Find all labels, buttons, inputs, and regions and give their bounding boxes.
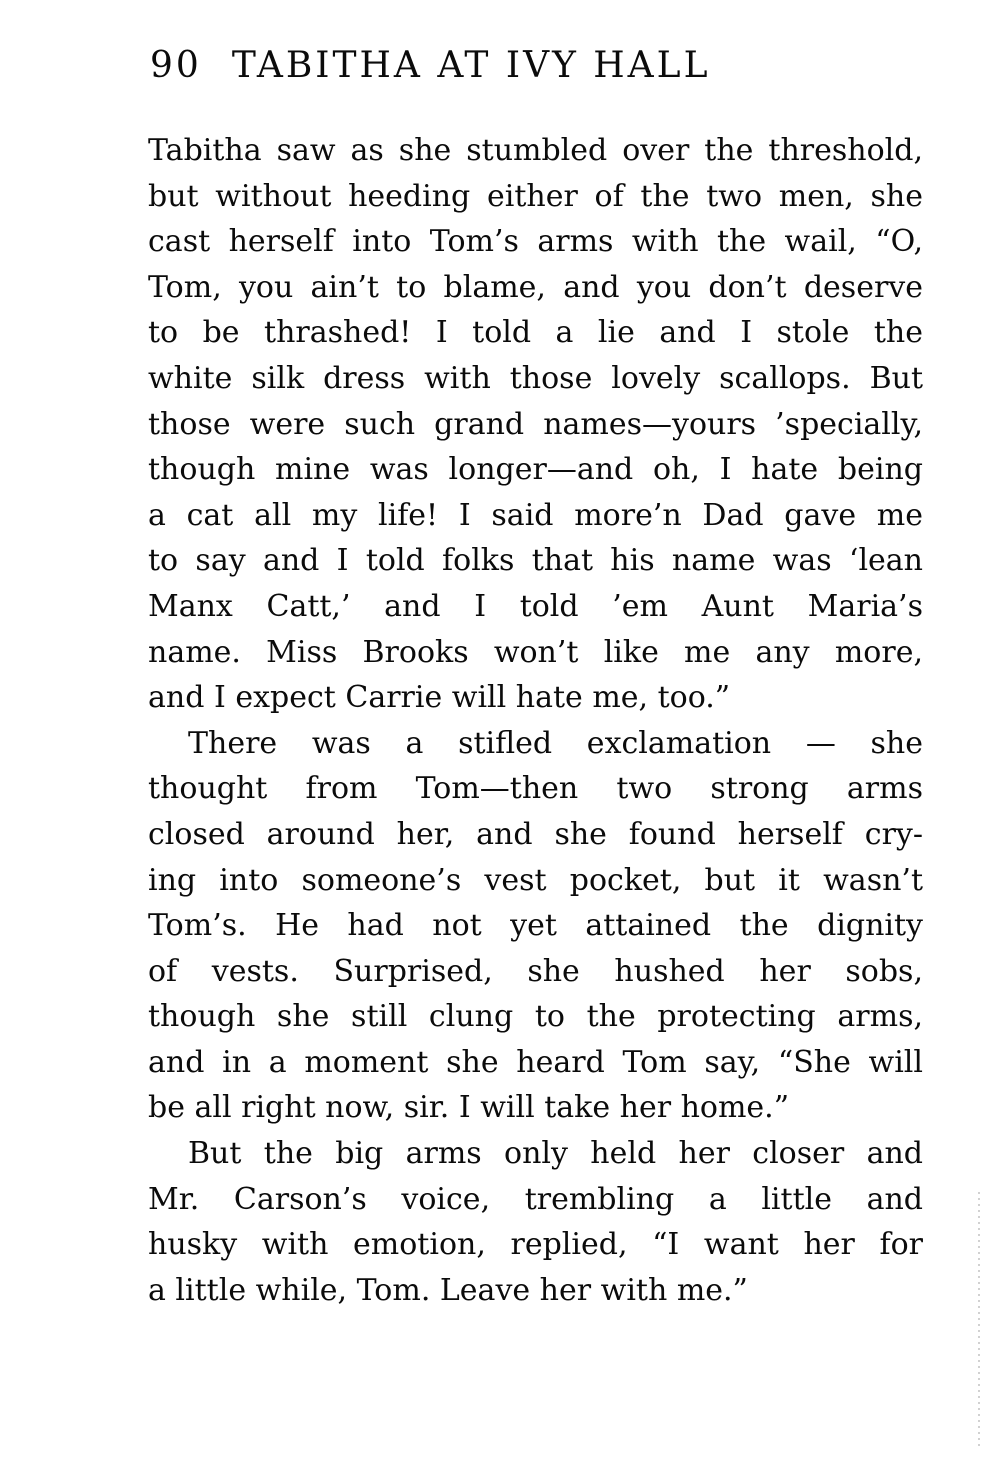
text-line: though mine was longer—and oh, I hate being: [148, 452, 923, 488]
text-line: thought from Tom—then two strong arms: [148, 771, 923, 807]
running-header: [150, 40, 830, 92]
text-line: There was a stifled exclamation — she: [188, 725, 923, 761]
text-line: ing into someone’s vest pocket, but it wasn’t: [148, 862, 923, 898]
page-number: 90: [150, 45, 202, 86]
text-line: Mr. Carson’s voice, trembling a little and: [148, 1181, 923, 1217]
scan-edge-dots: [978, 1190, 980, 1450]
text-line: a little while, Tom. Leave her with me.”: [148, 1272, 748, 1308]
text-line: those were such grand names—yours ’specially,: [148, 406, 923, 442]
text-line: cast herself into Tom’s arms with the wail, “O,: [148, 224, 923, 260]
text-line: Tom, you ain’t to blame, and you don’t deserve: [148, 269, 923, 305]
text-line: though she still clung to the protecting arms,: [148, 999, 923, 1035]
text-line: Tabitha saw as she stumbled over the threshold,: [148, 133, 923, 168]
text-line: of vests. Surprised, she hushed her sobs,: [148, 953, 923, 989]
text-line: a cat all my life! I said more’n Dad gave me: [148, 497, 923, 533]
text-line: and in a moment she heard Tom say, “She will: [148, 1044, 923, 1080]
text-line: be all right now, sir. I will take her home.”: [148, 1090, 790, 1126]
text-line: Manx Catt,’ and I told ’em Aunt Maria’s: [148, 588, 923, 624]
text-line: but without heeding either of the two men, she: [148, 178, 923, 214]
text-line: husky with emotion, replied, “I want her for: [148, 1227, 923, 1263]
text-line: closed around her, and she found herself cry-: [148, 816, 923, 852]
text-line: name. Miss Brooks won’t like me any more,: [148, 634, 923, 670]
book-title: TABITHA AT IVY HALL: [231, 45, 711, 86]
text-line: to be thrashed! I told a lie and I stole the: [148, 315, 923, 351]
text-line: and I expect Carrie will hate me, too.”: [148, 680, 731, 716]
text-line: But the big arms only held her closer and: [188, 1136, 923, 1172]
text-line: white silk dress with those lovely scallops. But: [148, 360, 923, 396]
body-text: [148, 128, 923, 1313]
text-line: to say and I told folks that his name was ‘lean: [148, 543, 923, 579]
text-line: Tom’s. He had not yet attained the dignity: [148, 908, 923, 944]
